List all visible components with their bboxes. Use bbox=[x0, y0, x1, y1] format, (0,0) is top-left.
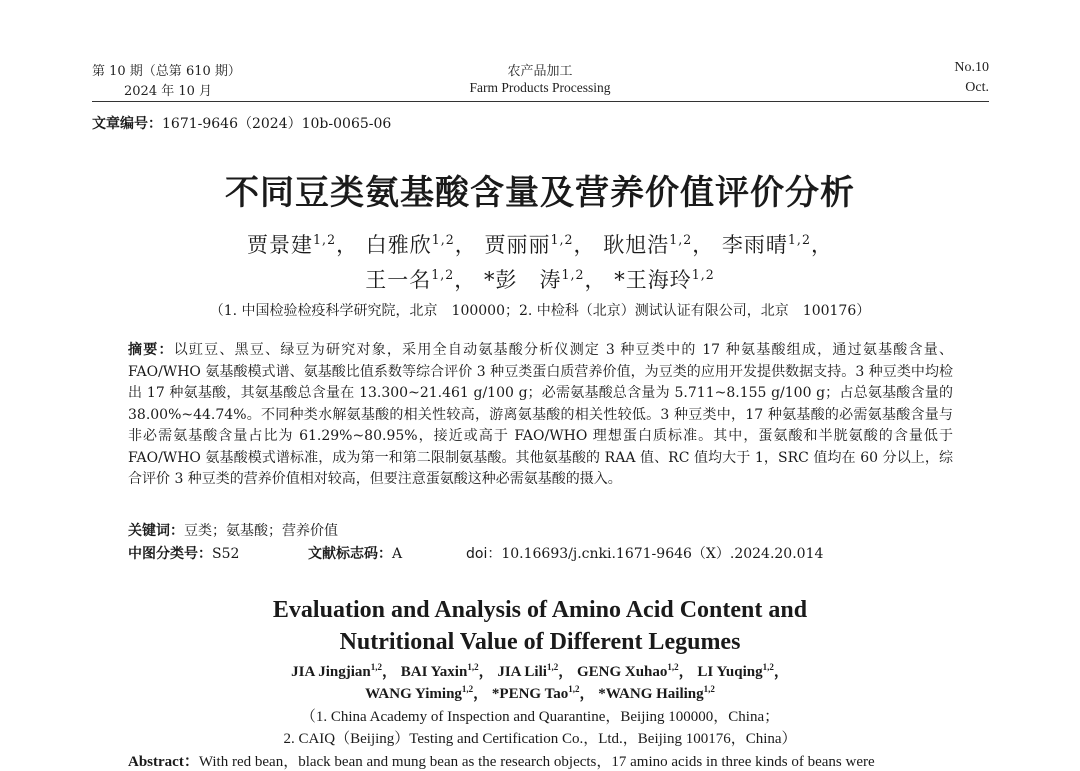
abstract-cn bbox=[128, 340, 953, 491]
header-number: No.10 bbox=[954, 60, 989, 75]
author-cn: 贾景建$^{1,2}$， bbox=[247, 232, 359, 257]
author-en: *WANG Hailing$^{1,2}$ bbox=[598, 684, 715, 702]
author-cn: 李雨晴$^{1,2}$， bbox=[721, 232, 833, 257]
doi-value: 10.16693/j.cnki.1671-9646（X）.2024.20.014 bbox=[501, 546, 824, 562]
affiliation-cn: （1. 中国检验检疫科学研究院，北京 100000；2. 中检科（北京）测试认证有限公司，北京 100176） bbox=[209, 303, 871, 319]
author-cn: 耿旭浩$^{1,2}$， bbox=[603, 232, 715, 257]
title-en-line1: Evaluation and Analysis of Amino Acid Content and bbox=[272, 597, 808, 623]
author-cn: *彭 涛$^{1,2}$， bbox=[483, 267, 607, 292]
title-cn: 不同豆类氨基酸含量及营养价值评价分析 bbox=[225, 173, 855, 213]
doi-label: doi： bbox=[466, 546, 502, 562]
author-en: BAI Yaxin$^{1,2}$， bbox=[400, 662, 494, 680]
header-journal-en: Farm Products Processing bbox=[469, 80, 611, 95]
header-rule bbox=[92, 101, 989, 102]
author-en: JIA Jingjian$^{1,2}$， bbox=[291, 662, 397, 680]
document-code-value: A bbox=[392, 546, 403, 562]
keywords bbox=[128, 520, 338, 540]
doi bbox=[466, 543, 823, 563]
header-issue: 第 10 期（总第 610 期） bbox=[92, 64, 241, 79]
affiliation-en-line1: （1. China Academy of Inspection and Quarantine，Beijing 100000，China； bbox=[300, 709, 780, 725]
keywords-value: 豆类；氨基酸；营养价值 bbox=[184, 523, 338, 539]
authors-en-line2 bbox=[0, 682, 1080, 703]
abstract-en-text: With red bean，black bean and mung bean as the research objects，17 amino acids in three kinds of beans were bbox=[198, 754, 875, 770]
author-cn: 白雅欣$^{1,2}$， bbox=[365, 232, 477, 257]
abstract-cn-label: 摘要： bbox=[128, 342, 174, 358]
article-number-label: 文章编号： bbox=[92, 116, 162, 132]
abstract-en bbox=[128, 750, 875, 771]
author-en: LI Yuqing$^{1,2}$， bbox=[697, 662, 789, 680]
abstract-en-label: Abstract： bbox=[128, 754, 199, 770]
author-en: *PENG Tao$^{1,2}$， bbox=[491, 684, 595, 702]
author-cn: 王一名$^{1,2}$， bbox=[365, 267, 477, 292]
authors-cn-line1 bbox=[0, 229, 1080, 259]
authors-en-line1 bbox=[0, 660, 1080, 681]
article-number-value: 1671-9646（2024）10b-0065-06 bbox=[162, 116, 392, 132]
header-month: Oct. bbox=[965, 80, 989, 95]
abstract-cn-text: 以豇豆、黑豆、绿豆为研究对象，采用全自动氨基酸分析仪测定 3 种豆类中的 17 种氨基酸组成，通过氨基酸含量、FAO/WHO 氨基酸模式谱、氨基酸比值系数等综合评价 3 种豆类蛋白质营养价值，为豆类的应用开发提供数据支持。3 种豆类中均检出 17 种氨基酸，其氨基酸总含量在 13.300~21.461 g/100 g；必需氨基酸总含量为 5.711~8.155 g/100 g；占总氨基酸含量的 38.00%~44.74%。不同种类水解氨基酸的相关性较高，游离氨基酸的相关性较低。3 种豆类中，17 种氨基酸的必需氨基酸含量与非必需氨基酸含量占比为 61.29%~80.95%，接近或高于 FAO/WHO 理想蛋白质标准。其中，蛋氨酸和半胱氨酸的含量低于 FAO/WHO 氨基酸模式谱标准，成为第一和第二限制氨基酸。其他氨基酸的 RAA 值、RC 值均大于 1，SRC 值均在 60 分以上，综合评价 3 种豆类的营养价值相对较高，但要注意蛋氨酸这种必需氨基酸的摄入。 bbox=[128, 342, 953, 487]
header-journal-cn: 农产品加工 bbox=[507, 64, 573, 79]
author-en: JIA Lili$^{1,2}$， bbox=[497, 662, 574, 680]
authors-cn-line2 bbox=[0, 264, 1080, 294]
author-cn: *王海玲$^{1,2}$ bbox=[614, 267, 715, 292]
author-en: GENG Xuhao$^{1,2}$， bbox=[576, 662, 694, 680]
keywords-label: 关键词： bbox=[128, 523, 184, 539]
author-en: WANG Yiming$^{1,2}$， bbox=[365, 684, 489, 702]
affiliation-en-line2: 2. CAIQ（Beijing）Testing and Certification Co.，Ltd.，Beijing 100176，China） bbox=[283, 731, 797, 747]
document-code bbox=[308, 543, 402, 563]
clc-value: S52 bbox=[212, 546, 240, 562]
article-number bbox=[92, 113, 391, 133]
clc-code bbox=[128, 543, 239, 563]
clc-label: 中图分类号： bbox=[128, 546, 212, 562]
document-code-label: 文献标志码： bbox=[308, 546, 392, 562]
author-cn: 贾丽丽$^{1,2}$， bbox=[484, 232, 596, 257]
header-date: 2024 年 10 月 bbox=[124, 84, 213, 99]
title-en-line2: Nutritional Value of Different Legumes bbox=[339, 629, 741, 655]
